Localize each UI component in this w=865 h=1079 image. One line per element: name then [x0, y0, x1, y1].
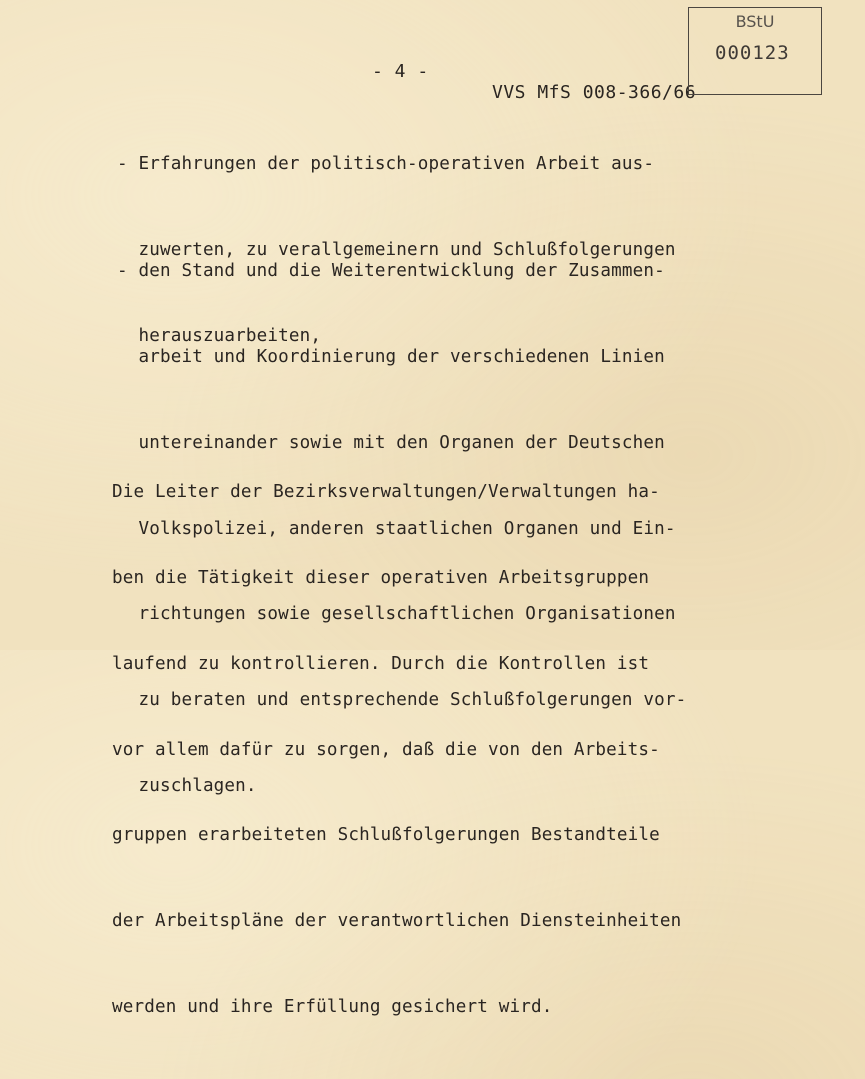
document-reference: VVS MfS 008-366/66: [492, 82, 697, 103]
text-line: richtungen sowie gesellschaftlichen Organisationen: [117, 604, 676, 625]
text-line: herauszuarbeiten,: [117, 325, 322, 346]
text-line: zuwerten, zu verallgemeinern und Schlußfolgerungen: [117, 239, 676, 260]
text-line: vor allem dafür zu sorgen, daß die von den Arbeits-: [112, 739, 660, 760]
text-line: Volkspolizei, anderen staatlichen Organen und Ein-: [117, 518, 676, 539]
paragraph-leaders-control: [112, 421, 681, 1079]
text-line: arbeit und Koordinierung der verschiedenen Linien: [117, 346, 665, 367]
stamp-label: BStU: [735, 12, 775, 31]
stamp-number: 000123: [715, 42, 790, 64]
page-number: - 4 -: [372, 61, 429, 82]
text-line: der Arbeitspläne der verantwortlichen Diensteinheiten: [112, 911, 682, 932]
text-line: zu beraten und entsprechende Schlußfolgerungen vor-: [117, 690, 687, 711]
archive-stamp: [688, 7, 822, 95]
text-line: ben die Tätigkeit dieser operativen Arbeitsgruppen: [112, 567, 650, 588]
text-line: laufend zu kontrollieren. Durch die Kontrollen ist: [112, 653, 650, 674]
text-line: untereinander sowie mit den Organen der Deutschen: [117, 432, 665, 453]
text-line: Die Leiter der Bezirksverwaltungen/Verwaltungen ha-: [112, 482, 660, 503]
text-line: werden und ihre Erfüllung gesichert wird.: [112, 996, 553, 1017]
text-line: zuschlagen.: [117, 775, 257, 796]
text-line: - Erfahrungen der politisch-operativen Arbeit aus-: [117, 154, 655, 175]
text-line: - den Stand und die Weiterentwicklung der Zusammen-: [117, 261, 665, 282]
text-line: gruppen erarbeiteten Schlußfolgerungen Bestandteile: [112, 825, 660, 846]
